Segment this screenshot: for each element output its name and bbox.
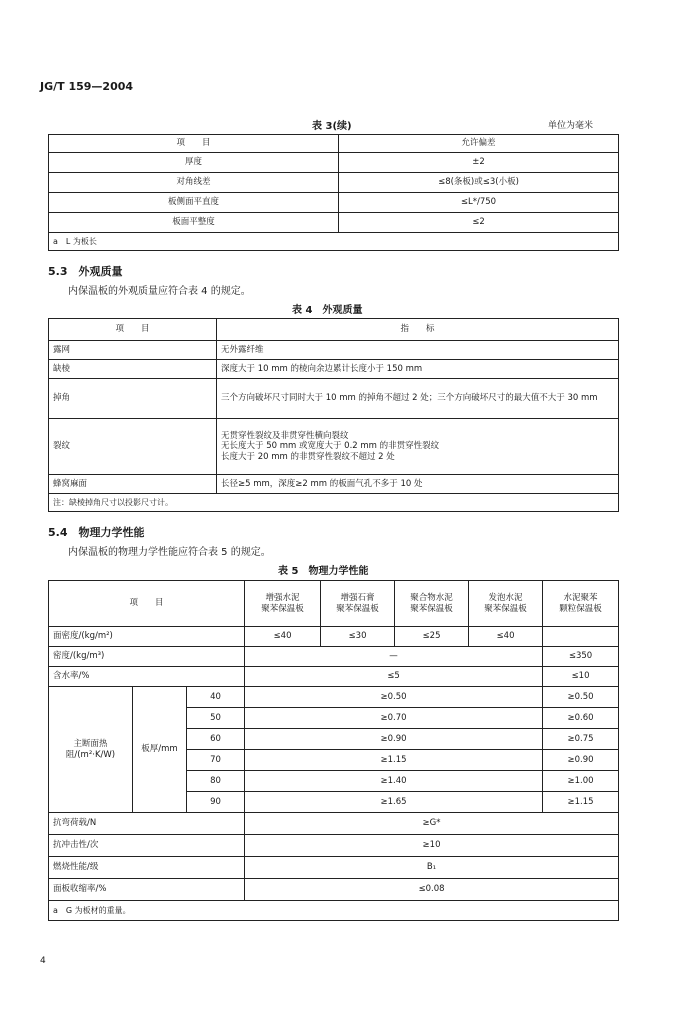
table3	[48, 134, 619, 251]
table5-cell: ≥1.15	[543, 792, 619, 813]
table5-caption: 表 5 物理力学性能	[278, 566, 369, 577]
table5-cell: ≤40	[469, 627, 543, 647]
table5-thickness: 80	[187, 771, 245, 792]
table5-note: a G 为板材的重量。	[49, 901, 619, 921]
table4-header-value: 指 标	[217, 319, 619, 341]
table5-header-item: 项 目	[49, 581, 245, 627]
section-5-4-heading: 5.4 物理力学性能	[48, 526, 145, 539]
table4-header-item: 项 目	[49, 319, 217, 341]
table5-row-label: 密度/(kg/m³)	[49, 647, 245, 667]
table5-cell: ≤25	[395, 627, 469, 647]
table3-row-item: 对角线差	[49, 173, 339, 193]
table4-row-item: 缺棱	[49, 360, 217, 379]
page-number: 4	[40, 956, 46, 966]
table5-cell: ≥1.65	[245, 792, 543, 813]
table5	[48, 580, 619, 921]
table5-row-label: 面板收缩率/%	[49, 879, 245, 901]
table3-header-item: 项 目	[49, 135, 339, 153]
table5-cell: ≤0.08	[245, 879, 619, 901]
table5-cell: ≥0.50	[245, 687, 543, 708]
table3-row-value: ≤2	[339, 213, 619, 233]
table5-cell: ≤350	[543, 647, 619, 667]
table5-row-label: 含水率/%	[49, 667, 245, 687]
table5-thickness: 90	[187, 792, 245, 813]
section-5-3-paragraph: 内保温板的外观质量应符合表 4 的规定。	[68, 286, 251, 297]
table4-caption: 表 4 外观质量	[292, 305, 363, 316]
table5-col-header: 水泥聚苯 颗粒保温板	[543, 581, 619, 627]
table5-thickness-label: 板厚/mm	[133, 687, 187, 813]
section-5-4-paragraph: 内保温板的物理力学性能应符合表 5 的规定。	[68, 547, 271, 558]
table4-note: 注：缺棱掉角尺寸以投影尺寸计。	[49, 494, 619, 512]
table3-row-item: 板面平整度	[49, 213, 339, 233]
table3-caption: 表 3(续)	[312, 121, 352, 132]
table3-note: a L 为板长	[49, 233, 619, 251]
table3-row-item: 板侧面平直度	[49, 193, 339, 213]
table5-cell: ≤30	[321, 627, 395, 647]
table5-row-label: 抗弯荷载/N	[49, 813, 245, 835]
table5-cell: ≥10	[245, 835, 619, 857]
table5-col-header: 发泡水泥 聚苯保温板	[469, 581, 543, 627]
table5-thickness: 50	[187, 708, 245, 729]
standard-code: JG/T 159—2004	[40, 80, 134, 93]
table5-cell: B₁	[245, 857, 619, 879]
table4-row-value: 长径≥5 mm，深度≥2 mm 的板面气孔不多于 10 处	[217, 475, 619, 494]
table4-row-item: 露网	[49, 341, 217, 360]
table5-cell: ≥1.00	[543, 771, 619, 792]
table4-row-item: 蜂窝麻面	[49, 475, 217, 494]
table5-cell: —	[245, 647, 543, 667]
table5-cell: ≤10	[543, 667, 619, 687]
table5-thickness: 40	[187, 687, 245, 708]
table5-cell: ≥0.90	[245, 729, 543, 750]
table5-cell: ≥0.70	[245, 708, 543, 729]
table5-cell: ≥0.50	[543, 687, 619, 708]
table5-row-label: 抗冲击性/次	[49, 835, 245, 857]
table5-cell: ≥1.15	[245, 750, 543, 771]
table5-col-header: 增强石膏 聚苯保温板	[321, 581, 395, 627]
table3-row-value: ±2	[339, 153, 619, 173]
table4-row-item: 掉角	[49, 379, 217, 419]
table5-thickness: 60	[187, 729, 245, 750]
table5-thickness: 70	[187, 750, 245, 771]
table4-row-value: 深度大于 10 mm 的棱向余边累计长度小于 150 mm	[217, 360, 619, 379]
table3-row-value: ≤L*/750	[339, 193, 619, 213]
table5-row-label: 面密度/(kg/m²)	[49, 627, 245, 647]
table5-cell: ≤5	[245, 667, 543, 687]
table4-row-value: 三个方向破坏尺寸同时大于 10 mm 的掉角不超过 2 处；三个方向破坏尺寸的最大值不大于 30 mm	[217, 379, 619, 419]
table3-header-value: 允许偏差	[339, 135, 619, 153]
table5-thermal-label: 主断面热阻/(m²·K/W)	[49, 687, 133, 813]
table4-row-value: 无外露纤维	[217, 341, 619, 360]
table5-row-label: 燃烧性能/级	[49, 857, 245, 879]
table5-cell	[543, 627, 619, 647]
table3-row-value: ≤8(条板)或≤3(小板)	[339, 173, 619, 193]
table4-crack-line: 无贯穿性裂纹及非贯穿性横向裂纹	[221, 431, 349, 442]
table4-crack-line: 长度大于 20 mm 的非贯穿性裂纹不超过 2 处	[221, 451, 395, 462]
table5-cell: ≤40	[245, 627, 321, 647]
table4-row-item: 裂纹	[49, 419, 217, 475]
table5-col-header: 增强水泥 聚苯保温板	[245, 581, 321, 627]
table5-cell: ≥G*	[245, 813, 619, 835]
table5-cell: ≥1.40	[245, 771, 543, 792]
table5-cell: ≥0.75	[543, 729, 619, 750]
table5-cell: ≥0.90	[543, 750, 619, 771]
table5-cell: ≥0.60	[543, 708, 619, 729]
table4	[48, 318, 619, 512]
table4-crack-line: 无长度大于 50 mm 或宽度大于 0.2 mm 的非贯穿性裂纹	[221, 441, 440, 452]
table3-row-item: 厚度	[49, 153, 339, 173]
section-5-3-heading: 5.3 外观质量	[48, 265, 123, 278]
table5-col-header: 聚合物水泥 聚苯保温板	[395, 581, 469, 627]
table3-unit: 单位为毫米	[548, 121, 594, 131]
table4-row-value	[217, 419, 619, 475]
